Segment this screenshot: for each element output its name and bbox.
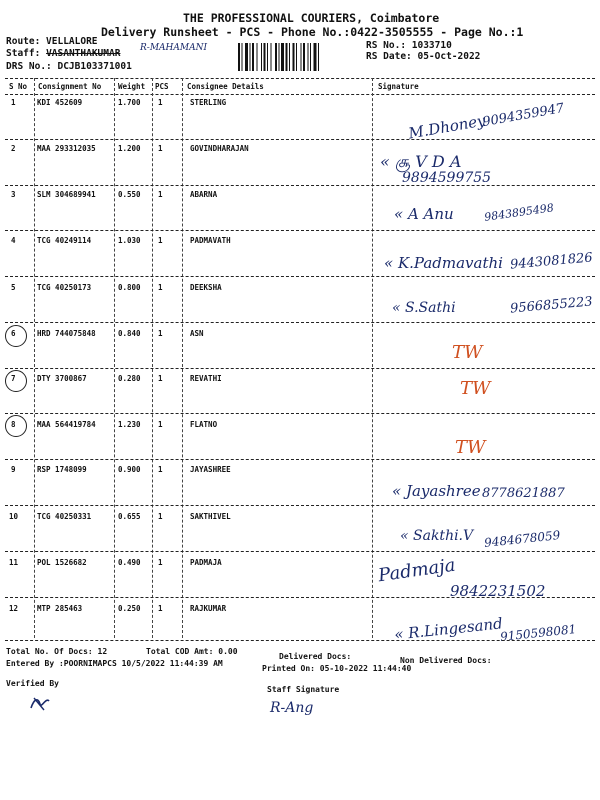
row-phone: 9894599755 [402, 170, 492, 186]
printed-on: Printed On: 05-10-2022 11:44:40 [262, 664, 412, 673]
row-signature: M.Dhoney [407, 111, 487, 143]
row-phone: 9484678059 [483, 528, 561, 550]
row-rule [5, 505, 595, 506]
row-consignment: POL 1526682 [37, 558, 87, 567]
row-consignment: TCG 40249114 [37, 236, 92, 245]
row-consignee: DEEKSHA [190, 283, 222, 292]
staff-signature-label: Staff Signature [267, 685, 340, 694]
staff-label [6, 48, 120, 59]
drs-number: DRS No.: DCJB103371001 [6, 61, 132, 72]
marker-circle [5, 325, 27, 347]
row-pcs: 1 [158, 236, 163, 245]
row-weight: 1.030 [118, 236, 141, 245]
row-consignment: SLM 304689941 [37, 190, 96, 199]
row-weight: 0.490 [118, 558, 141, 567]
row-consignment: HRD 744075848 [37, 329, 96, 338]
staff-handwritten-name: R-MAHAMANI [140, 43, 208, 53]
row-consignee: ASN [190, 329, 204, 338]
row-rule [5, 139, 595, 140]
row-consignee: SAKTHIVEL [190, 512, 231, 521]
row-phone: 9094359947 [481, 100, 566, 131]
verified-by: Verified By [6, 679, 59, 688]
row-signature: « S.Sathi [392, 300, 456, 316]
row-rule [5, 640, 595, 641]
row-sno: 12 [9, 604, 19, 613]
row-phone: 9150598081 [499, 622, 577, 644]
row-pcs: 1 [158, 512, 163, 521]
row-consignment: TCG 40250331 [37, 512, 92, 521]
row-signature: « Jayashree [392, 482, 481, 500]
row-pcs: 1 [158, 144, 163, 153]
row-signature: TW [455, 437, 486, 458]
col-rule [152, 78, 153, 638]
row-rule [5, 459, 595, 460]
row-consignee: PADMAJA [190, 558, 222, 567]
staff-signature: R-Ang [270, 700, 314, 716]
marker-circle [5, 415, 27, 437]
rs-date: RS Date: 05-Oct-2022 [366, 51, 481, 62]
row-signature: « சூ V D A [380, 152, 462, 171]
row-consignee: FLATNO [190, 420, 218, 429]
row-sno: 10 [9, 512, 19, 521]
row-consignee: JAYASHREE [190, 465, 231, 474]
row-sno: 11 [9, 558, 19, 567]
row-pcs: 1 [158, 558, 163, 567]
company-title: THE PROFESSIONAL COURIERS, Coimbatore [183, 11, 440, 25]
row-consignment: MAA 293312035 [37, 144, 96, 153]
col-consignment: Consignment No [38, 82, 102, 91]
non-delivered-docs: Non Delivered Docs: [400, 656, 492, 665]
row-rule [5, 276, 595, 277]
row-sno: 5 [11, 283, 16, 292]
row-rule [5, 368, 595, 369]
table-header-rule [5, 94, 595, 95]
col-signature: Signature [378, 82, 419, 91]
row-rule [5, 185, 595, 186]
total-docs: Total No. Of Docs: 12 [6, 647, 108, 656]
staff-name: VASANTHAKUMAR [46, 48, 121, 59]
col-rule [182, 78, 183, 638]
row-phone: 9842231502 [450, 582, 546, 600]
row-phone: 9566855223 [509, 294, 594, 317]
row-pcs: 1 [158, 604, 163, 613]
row-pcs: 1 [158, 420, 163, 429]
barcode [238, 43, 358, 71]
verified-signature-mark [28, 693, 52, 713]
row-sno: 7 [11, 374, 16, 383]
col-rule [114, 78, 115, 638]
col-rule [34, 78, 35, 638]
total-cod: Total COD Amt: 0.00 [146, 647, 238, 656]
row-signature: « Sakthi.V [400, 528, 474, 544]
row-phone: 9843895498 [483, 201, 555, 224]
delivered-docs: Delivered Docs: [279, 652, 352, 661]
row-pcs: 1 [158, 98, 163, 107]
row-rule [5, 551, 595, 552]
row-consignee: REVATHI [190, 374, 222, 383]
row-sno: 4 [11, 236, 16, 245]
row-weight: 0.840 [118, 329, 141, 338]
row-weight: 0.900 [118, 465, 141, 474]
row-sno: 3 [11, 190, 16, 199]
row-weight: 0.250 [118, 604, 141, 613]
table-top-rule [5, 78, 595, 79]
row-consignment: KDI 452609 [37, 98, 83, 107]
row-sno: 1 [11, 98, 16, 107]
row-signature: TW [460, 378, 491, 399]
staff-prefix: Staff: [6, 48, 41, 59]
row-pcs: 1 [158, 374, 163, 383]
col-pcs: PCS [155, 82, 169, 91]
row-pcs: 1 [158, 329, 163, 338]
row-pcs: 1 [158, 465, 163, 474]
row-rule [5, 322, 595, 323]
row-weight: 0.800 [118, 283, 141, 292]
row-consignment: RSP 1748099 [37, 465, 87, 474]
row-signature: TW [452, 342, 483, 363]
row-phone: 9443081826 [509, 250, 594, 273]
row-consignment: DTY 3700867 [37, 374, 87, 383]
col-consignee: Consignee Details [187, 82, 264, 91]
row-rule [5, 597, 595, 598]
entered-by: Entered By :POORNIMAPCS 10/5/2022 11:44:39 AM [6, 659, 223, 668]
row-rule [5, 413, 595, 414]
row-signature: « R.Lingesand [393, 614, 504, 644]
row-phone: 8778621887 [482, 486, 565, 501]
row-sno: 6 [11, 329, 16, 338]
row-signature: « K.Padmavathi [384, 254, 503, 272]
row-sno: 8 [11, 420, 16, 429]
row-weight: 0.280 [118, 374, 141, 383]
rs-number: RS No.: 1033710 [366, 40, 452, 51]
row-consignment: MTP 285463 [37, 604, 83, 613]
row-consignee: STERLING [190, 98, 227, 107]
row-rule [5, 230, 595, 231]
row-signature: Padmaja [376, 554, 457, 587]
runsheet-subtitle: Delivery Runsheet - PCS - Phone No.:0422-3505555 - Page No.:1 [101, 25, 524, 39]
row-consignee: PADMAVATH [190, 236, 231, 245]
col-weight: Weight [118, 82, 146, 91]
row-consignment: TCG 40250173 [37, 283, 92, 292]
marker-circle [5, 370, 27, 392]
row-signature: « A Anu [394, 205, 454, 223]
route-label: Route: VELLALORE [6, 36, 98, 47]
col-rule [372, 78, 373, 638]
row-weight: 1.700 [118, 98, 141, 107]
row-weight: 0.655 [118, 512, 141, 521]
row-weight: 1.200 [118, 144, 141, 153]
row-sno: 9 [11, 465, 16, 474]
row-sno: 2 [11, 144, 16, 153]
row-pcs: 1 [158, 283, 163, 292]
row-weight: 0.550 [118, 190, 141, 199]
row-consignee: RAJKUMAR [190, 604, 227, 613]
row-weight: 1.230 [118, 420, 141, 429]
row-consignee: ABARNA [190, 190, 218, 199]
row-pcs: 1 [158, 190, 163, 199]
row-consignee: GOVINDHARAJAN [190, 144, 249, 153]
row-consignment: MAA 564419784 [37, 420, 96, 429]
col-sno: S No [9, 82, 28, 91]
